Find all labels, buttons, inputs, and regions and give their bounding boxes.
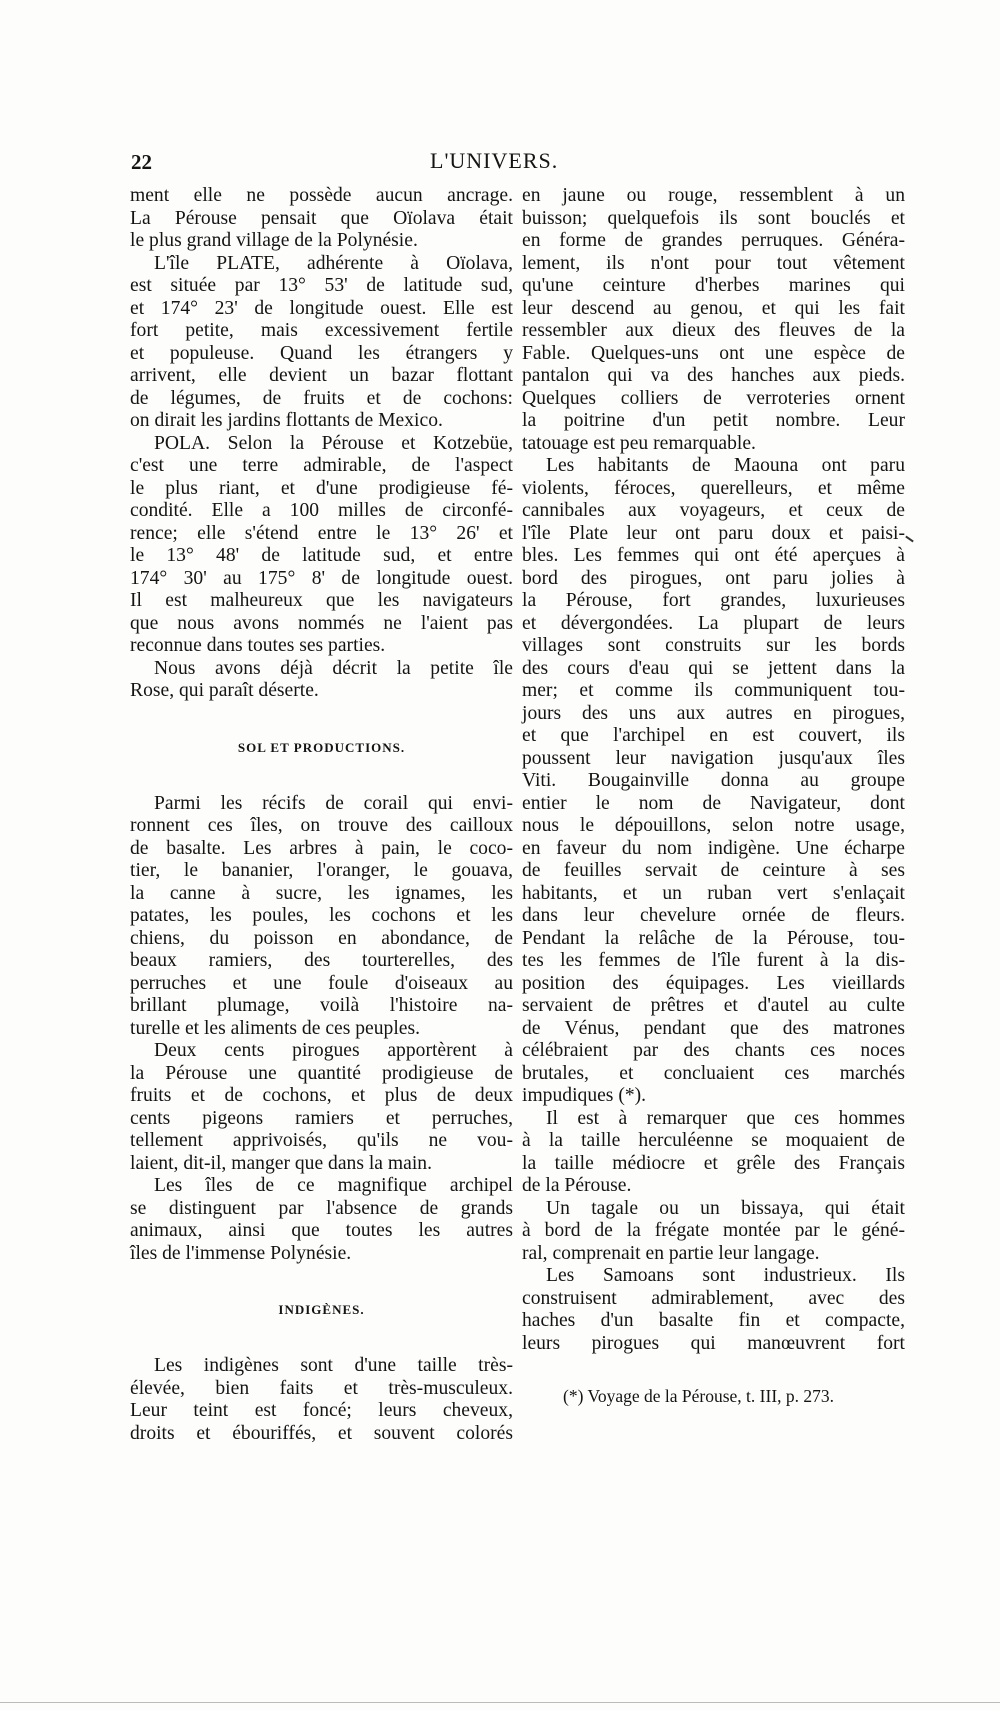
text-line: Les îles de ce magnifique archipel xyxy=(154,1175,513,1196)
text-line: brillant plumage, voilà l'histoire na- xyxy=(130,995,513,1016)
text-line: fruits et de cochons, et plus de deux xyxy=(130,1085,513,1106)
right-column xyxy=(522,185,905,1355)
text-line: à bord de la frégate montée par le géné- xyxy=(522,1220,905,1241)
text-line: fort petite, mais excessivement fertile xyxy=(130,320,513,341)
text-line: à la taille herculéenne se moquaient de xyxy=(522,1130,905,1151)
text-line: chiens, du poisson en abondance, de xyxy=(130,927,513,949)
text-line: élevée, bien faits et très-musculeux. xyxy=(130,1377,513,1399)
text-line: en forme de grandes perruques. Généra- xyxy=(522,230,905,251)
text-line: îles de l'immense Polynésie. xyxy=(130,1242,352,1264)
running-title: L'UNIVERS. xyxy=(430,148,559,173)
paragraph xyxy=(130,1175,513,1265)
margin-mark xyxy=(905,536,914,543)
text-line: la poitrine d'un petit nombre. Leur xyxy=(522,410,905,431)
text-line: nous le dépouillons, selon notre usage, xyxy=(522,815,905,836)
text-line: de légumes, de fruits et de cochons: xyxy=(130,387,513,409)
text-line: le 13° 48' de latitude sud, et entre xyxy=(130,545,513,566)
paragraph xyxy=(130,433,513,658)
text-line: perruches et une foule d'oiseaux au xyxy=(130,972,513,994)
text-line: Rose, qui paraît déserte. xyxy=(130,680,319,701)
text-line: Les Samoans sont industrieux. Ils xyxy=(546,1265,905,1286)
text-line: l'île Plate leur ont paru doux et paisi- xyxy=(522,522,905,544)
text-line: Il est malheureux que les navigateurs xyxy=(130,590,513,611)
text-line: et dévergondées. La plupart de leurs xyxy=(522,612,905,634)
text-line: 174° 30' au 175° 8' de longitude ouest. xyxy=(130,567,513,589)
text-line: buisson; quelquefois ils sont bouclés et xyxy=(522,207,905,229)
text-line: condité. Elle a 100 milles de circonfé- xyxy=(130,500,513,521)
text-line: mer; et comme ils communiquent tou- xyxy=(522,680,905,701)
text-line: position des équipages. Les vieillards xyxy=(522,972,905,994)
text-line: Fable. Quelques-uns ont une espèce de xyxy=(522,342,905,364)
text-line: ment elle ne possède aucun ancrage. xyxy=(130,185,513,206)
text-line: la Pérouse, fort grandes, luxurieuses xyxy=(522,590,905,611)
text-line: cannibales aux voyageurs, et ceux de xyxy=(522,500,905,521)
text-line: droits et ébouriffés, et souvent colorés xyxy=(130,1422,513,1444)
text-line: turelle et les aliments de ces peuples. xyxy=(130,1017,420,1039)
text-line: leur descend au genou, et qui les fait xyxy=(522,297,905,319)
text-line: POLA. Selon la Pérouse et Kotzebüe, xyxy=(154,432,513,454)
text-line: Nous avons déjà décrit la petite île xyxy=(154,657,513,679)
paragraph xyxy=(130,793,513,1041)
text-line: célébraient par des chants ces noces xyxy=(522,1040,905,1061)
text-line: et 174° 23' de longitude ouest. Elle est xyxy=(130,297,513,319)
text-line: haches d'un basalte fin et compacte, xyxy=(522,1310,905,1331)
text-line: patates, les poules, les cochons et les xyxy=(130,905,513,926)
text-line: ressembler aux dieux des fleuves de la xyxy=(522,320,905,341)
text-line: ronnent ces îles, on trouve des cailloux xyxy=(130,815,513,836)
text-line: poussent leur navigation jusqu'aux îles xyxy=(522,747,905,769)
text-line: de basalte. Les arbres à pain, le coco- xyxy=(130,837,513,859)
text-line: laient, dit-il, manger que dans la main. xyxy=(130,1152,432,1174)
text-line: servaient de prêtres et d'autel au culte xyxy=(522,995,905,1016)
text-line: tier, le bananier, l'oranger, le gouava, xyxy=(130,860,513,881)
text-line: et populeuse. Quand les étrangers y xyxy=(130,342,513,364)
text-line: le plus riant, et d'une prodigieuse fé- xyxy=(130,477,513,499)
text-line: on dirait les jardins flottants de Mexico. xyxy=(130,410,443,431)
paragraph xyxy=(130,658,513,703)
text-line: des cours d'eau qui se jettent dans la xyxy=(522,657,905,679)
text-line: animaux, ainsi que toutes les autres xyxy=(130,1220,513,1241)
text-line: et que l'archipel en est couvert, ils xyxy=(522,725,905,746)
paragraph xyxy=(130,253,513,433)
paragraph xyxy=(130,1355,513,1445)
text-line: tatouage est peu remarquable. xyxy=(522,432,756,454)
text-line: Les indigènes sont d'une taille très- xyxy=(154,1355,513,1376)
text-line: bles. Les femmes qui ont été aperçues à xyxy=(522,545,905,566)
text-line: Parmi les récifs de corail qui envi- xyxy=(154,792,513,814)
text-line: la canne à sucre, les ignames, les xyxy=(130,882,513,904)
text-line: Deux cents pirogues apportèrent à xyxy=(154,1040,513,1061)
paragraph xyxy=(522,185,905,455)
text-line: de Vénus, pendant que des matrones xyxy=(522,1017,905,1039)
text-line: ral, comprenait en partie leur langage. xyxy=(522,1242,820,1264)
text-line: se distinguent par l'absence de grands xyxy=(130,1197,513,1219)
text-line: Il est à remarquer que ces hommes xyxy=(546,1107,905,1129)
paragraph xyxy=(522,1265,905,1355)
text-line: de feuilles servait de ceinture à ses xyxy=(522,860,905,881)
section-heading: INDIGÈNES. xyxy=(278,1302,365,1317)
text-line: Leur teint est foncé; leurs cheveux, xyxy=(130,1400,513,1421)
text-line: construisent admirablement, avec des xyxy=(522,1287,905,1309)
section-heading: SOL ET PRODUCTIONS. xyxy=(237,739,406,755)
text-line: Pendant la relâche de la Pérouse, tou- xyxy=(522,927,905,949)
left-column xyxy=(130,185,513,1445)
text-line: lement, ils n'ont pour tout vêtement xyxy=(522,252,905,274)
text-line: Un tagale ou un bissaya, qui était xyxy=(546,1197,905,1219)
text-line: jours des uns aux autres en pirogues, xyxy=(522,702,905,724)
text-line: impudiques (*). xyxy=(522,1085,647,1106)
text-line: est située par 13° 53' de latitude sud, xyxy=(130,275,513,296)
text-line: bord des pirogues, ont paru jolies à xyxy=(522,567,905,589)
text-line: habitants, et un ruban vert s'enlaçait xyxy=(522,882,905,904)
text-line: Quelques colliers de verroteries ornent xyxy=(522,387,905,409)
text-line: la taille médiocre et grêle des Français xyxy=(522,1152,905,1174)
text-line: que nous avons nommés ne l'aient pas xyxy=(130,612,513,634)
text-line: en faveur du nom indigène. Une écharpe xyxy=(522,837,905,859)
text-line: la Pérouse une quantité prodigieuse de xyxy=(130,1062,513,1084)
text-line: pantalon qui va des hanches aux pieds. xyxy=(522,365,905,386)
text-line: leurs pirogues qui manœuvrent fort xyxy=(522,1332,905,1354)
text-line: qu'une ceinture d'herbes marines qui xyxy=(522,275,905,296)
text-line: tes les femmes de l'île furent à la dis- xyxy=(522,950,905,971)
text-line: brutales, et concluaient ces marchés xyxy=(522,1062,905,1084)
text-line: de la Pérouse. xyxy=(522,1175,632,1196)
paragraph xyxy=(522,1198,905,1266)
text-line: en jaune ou rouge, ressemblent à un xyxy=(522,185,905,206)
text-line: arrivent, elle devient un bazar flottant xyxy=(130,365,513,386)
text-line: La Pérouse pensait que Oïolava était xyxy=(130,207,513,229)
scan-edge-line xyxy=(0,1702,1000,1703)
page-number: 22 xyxy=(131,150,152,174)
text-line: violents, féroces, querelleurs, et même xyxy=(522,477,905,499)
text-line: villages sont construits sur les bords xyxy=(522,635,905,656)
paragraph xyxy=(130,185,513,253)
text-line: L'île PLATE, adhérente à Oïolava, xyxy=(154,252,513,274)
text-line: dans leur chevelure ornée de fleurs. xyxy=(522,905,905,926)
text-line: reconnue dans toutes ses parties. xyxy=(130,635,386,656)
text-line: c'est une terre admirable, de l'aspect xyxy=(130,455,513,476)
text-line: tellement apprivoisés, qu'ils ne vou- xyxy=(130,1130,513,1151)
paragraph xyxy=(522,1108,905,1198)
footnote: (*) Voyage de la Pérouse, t. III, p. 273. xyxy=(563,1386,835,1406)
text-line: Les habitants de Maouna ont paru xyxy=(546,455,905,476)
text-line: Viti. Bougainville donna au groupe xyxy=(522,770,905,791)
text-line: rence; elle s'étend entre le 13° 26' et xyxy=(130,522,513,544)
text-line: cents pigeons ramiers et perruches, xyxy=(130,1107,513,1129)
text-line: entier le nom de Navigateur, dont xyxy=(522,792,905,814)
text-line: le plus grand village de la Polynésie. xyxy=(130,230,418,251)
paragraph xyxy=(130,1040,513,1175)
text-line: beaux ramiers, des tourterelles, des xyxy=(130,950,513,971)
paragraph xyxy=(522,455,905,1108)
